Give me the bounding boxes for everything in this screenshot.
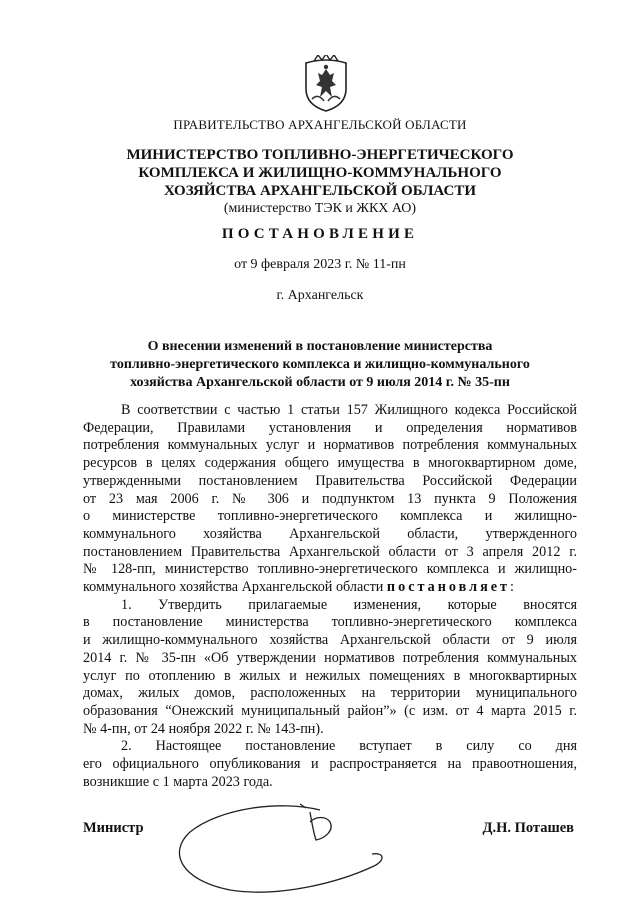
title-line: топливно-энергетического комплекса и жилищно-коммунального: [110, 357, 530, 372]
preamble-last-text: коммунального хозяйства Архангельской области: [83, 579, 384, 596]
text-line: его официального опубликования и распространяется на правоотношения,: [83, 756, 577, 773]
document-body: [83, 402, 577, 791]
government-name: ПРАВИТЕЛЬСТВО АРХАНГЕЛЬСКОЙ ОБЛАСТИ: [173, 117, 467, 132]
text-line: домах, жилых домов, расположенных на территории муниципального: [83, 685, 577, 702]
ministry-line: ХОЗЯЙСТВА АРХАНГЕЛЬСКОЙ ОБЛАСТИ: [163, 183, 477, 199]
text-line: [83, 579, 577, 597]
document-title: [0, 338, 640, 392]
text-line: постановлением Правительства Архангельской области от 3 апреля 2012 г.: [83, 543, 577, 560]
ministry-name: [0, 146, 640, 218]
text-line: от 23 мая 2006 г. № 306 и подпунктом 13 пункта 9 Положения: [83, 490, 577, 507]
ministry-line: МИНИСТЕРСТВО ТОПЛИВНО-ЭНЕРГЕТИЧЕСКОГО: [126, 147, 514, 163]
title-line: О внесении изменений в постановление министерства: [147, 339, 493, 354]
decree-colon: :: [510, 579, 514, 596]
document-city: г. Архангельск: [276, 288, 364, 303]
text-line: № 4-пн, от 24 ноября 2022 г. № 143-пн).: [83, 720, 324, 737]
coat-of-arms-icon: [300, 55, 352, 113]
text-line: потребления коммунальных услуг и нормативов потребления коммунальных: [83, 437, 577, 454]
item-1-paragraph: [83, 597, 577, 739]
title-line: хозяйства Архангельской области от 9 июля 2014 г. № 35-пн: [130, 375, 510, 390]
ministry-abbreviation: (министерство ТЭК и ЖКХ АО): [223, 201, 417, 216]
text-line: услуг по отоплению в жилых и нежилых помещениях в многоквартирных: [83, 667, 577, 684]
document-date-number: от 9 февраля 2023 г. № 11-пн: [234, 257, 406, 272]
handwritten-signature: [160, 782, 390, 902]
text-line: в постановление министерства топливно-энергетического комплекса: [83, 614, 577, 631]
preamble-paragraph: [83, 402, 577, 597]
text-line: коммунального хозяйства Архангельской области, утвержденного: [83, 525, 577, 542]
text-line: 1. Утвердить прилагаемые изменения, которые вносятся: [121, 596, 577, 613]
text-line: № 128-пп, министерство топливно-энергетического комплекса и жилищно-: [83, 561, 577, 578]
signatory-name: Д.Н. Поташев: [482, 820, 574, 836]
signatory-position: Министр: [83, 820, 144, 836]
document-type: ПОСТАНОВЛЕНИЕ: [221, 226, 419, 242]
text-line: возникшие с 1 марта 2023 года.: [83, 773, 273, 790]
text-line: ресурсов в целях содержания общего имущества в многоквартирном доме,: [83, 455, 577, 472]
text-line: 2014 г. № 35-пн «Об утверждении нормативов потребления коммунальных: [83, 649, 577, 666]
text-line: о министерстве топливно-энергетического комплекса и жилищно-: [83, 508, 577, 525]
text-line: образования “Онежский муниципальный район”» (с изм. от 4 марта 2015 г.: [83, 702, 577, 719]
text-line: 2. Настоящее постановление вступает в силу со дня: [121, 738, 577, 755]
text-line: утвержденными постановлением Правительства Российской Федерации: [83, 472, 577, 489]
decree-word: постановляет: [386, 579, 511, 596]
text-line: Федерации, Правилами установления и определения нормативов: [83, 419, 577, 436]
text-line: и жилищно-коммунального хозяйства Архангельской области от 9 июля: [83, 632, 577, 649]
text-line: В соответствии с частью 1 статьи 157 Жилищного кодекса Российской: [121, 402, 577, 418]
ministry-line: КОМПЛЕКСА И ЖИЛИЩНО-КОММУНАЛЬНОГО: [138, 165, 502, 181]
